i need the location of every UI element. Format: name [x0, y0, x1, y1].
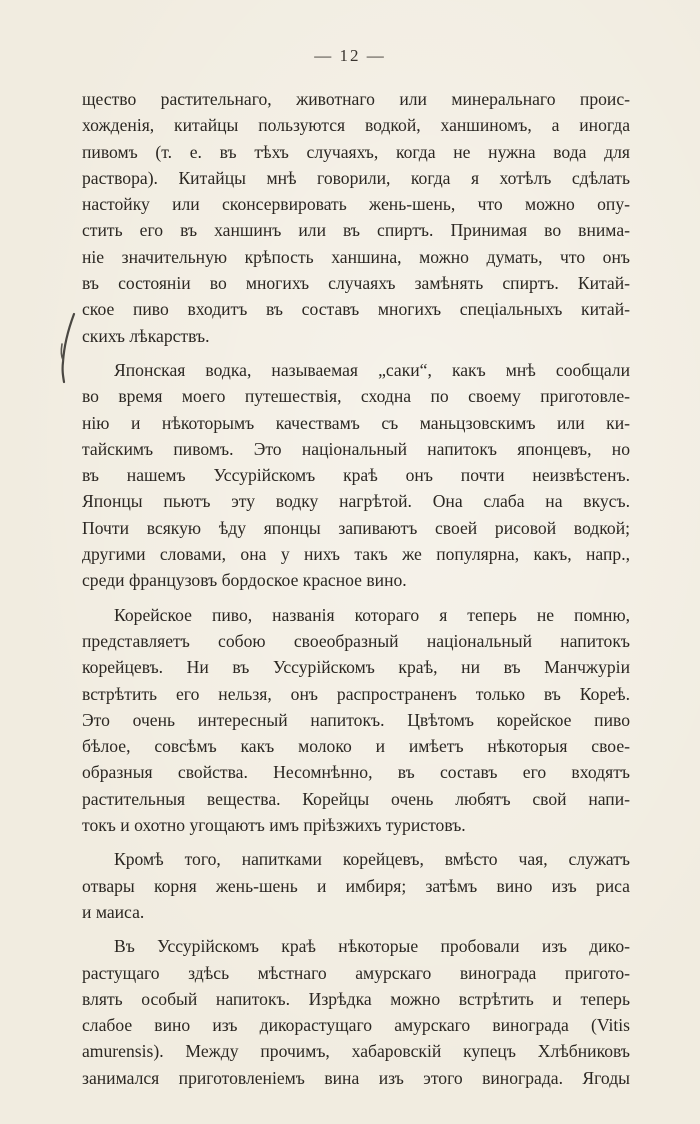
text-line: другими словами, она у нихъ такъ же популярна, какъ, напр.,: [82, 544, 630, 565]
text-line: бѣлое, совсѣмъ какъ молоко и имѣетъ нѣкоторыя свое-: [82, 736, 630, 757]
text-line: представляетъ собою своеобразный національный напитокъ: [82, 630, 630, 651]
text-line: Японцы пьютъ эту водку нагрѣтой. Она слаба на вкусъ.: [82, 491, 630, 512]
text-line: Японская водка, называемая „саки“, какъ мнѣ сообщали: [114, 359, 630, 380]
text-line: растительныя вещества. Корейцы очень любятъ свой напи-: [82, 788, 630, 809]
text-line: скихъ лѣкарствъ.: [82, 325, 210, 346]
paragraph: [82, 602, 630, 839]
text-line: щество растительнаго, животнаго или минеральнаго проис-: [82, 89, 630, 109]
text-line: среди французовъ бордоское красное вино.: [82, 570, 407, 591]
text-line: Корейское пиво, названія котораго я теперь не помню,: [114, 604, 630, 625]
text-line: пивомъ (т. е. въ тѣхъ случаяхъ, когда не нужна вода для: [82, 141, 630, 162]
text-line: ское пиво входитъ въ составъ многихъ спеціальныхъ китай-: [82, 299, 630, 320]
text-line: слабое вино изъ дикорастущаго амурскаго винограда (Vitis: [82, 1015, 630, 1036]
text-line: Въ Уссурійскомъ краѣ нѣкоторые пробовали изъ дико-: [114, 936, 630, 957]
text-line: ніе значительную крѣпость ханшина, можно думать, что онъ: [82, 246, 630, 267]
text-line: Кромѣ того, напитками корейцевъ, вмѣсто чая, служатъ: [114, 849, 630, 870]
text-line: отвары корня жень-шень и имбиря; затѣмъ вино изъ риса: [82, 875, 630, 896]
text-line: Это очень интересный напитокъ. Цвѣтомъ корейское пиво: [82, 709, 630, 730]
paragraph: [82, 357, 630, 594]
text-line: влять особый напитокъ. Изрѣдка можно встрѣтить и теперь: [82, 988, 630, 1009]
text-line: растущаго здѣсь мѣстнаго амурскаго винограда пригото-: [82, 962, 630, 983]
paragraph: [82, 933, 630, 1091]
text-line: и маиса.: [82, 901, 145, 922]
text-line: въ нашемъ Уссурійскомъ краѣ онъ почти неизвѣстенъ.: [82, 465, 630, 486]
text-line: настойку или сконсервировать жень-шень, что можно опу-: [82, 194, 630, 215]
text-line: токъ и охотно угощаютъ имъ пріѣзжихъ туристовъ.: [82, 815, 466, 836]
text-line: стить его въ ханшинъ или въ спиртъ. Принимая во внима-: [82, 220, 630, 241]
text-line: amurensis). Между прочимъ, хабаровскій купецъ Хлѣбниковъ: [82, 1041, 630, 1062]
text-line: тайскимъ пивомъ. Это національный напитокъ японцевъ, но: [82, 438, 630, 459]
text-line: въ состояніи во многихъ случаяхъ замѣнять спиртъ. Китай-: [82, 273, 630, 294]
pencil-margin-mark: [58, 312, 78, 384]
paragraph: [82, 846, 630, 925]
paragraph: [82, 86, 630, 349]
text-line: Почти всякую ѣду японцы запиваютъ своей рисовой водкой;: [82, 517, 630, 538]
text-line: корейцевъ. Ни въ Уссурійскомъ краѣ, ни въ Манчжуріи: [82, 657, 630, 678]
text-line: нію и нѣкоторымъ качествамъ съ маньцзовскимъ или ки-: [82, 412, 630, 433]
text-line: встрѣтить его нельзя, онъ распространенъ только въ Кореѣ.: [82, 683, 630, 704]
body-text: [82, 86, 630, 1091]
text-line: занимался приготовленіемъ вина изъ этого винограда. Ягоды: [82, 1067, 630, 1088]
page-number: — 12 —: [314, 46, 386, 65]
text-line: хожденія, китайцы пользуются водкой, ханшиномъ, а иногда: [82, 115, 630, 136]
text-line: образныя свойства. Несомнѣнно, въ составъ его входятъ: [82, 762, 630, 783]
text-line: во время моего путешествія, сходна по своему приготовле-: [82, 386, 630, 407]
text-line: раствора). Китайцы мнѣ говорили, когда я хотѣлъ сдѣлать: [82, 167, 630, 188]
